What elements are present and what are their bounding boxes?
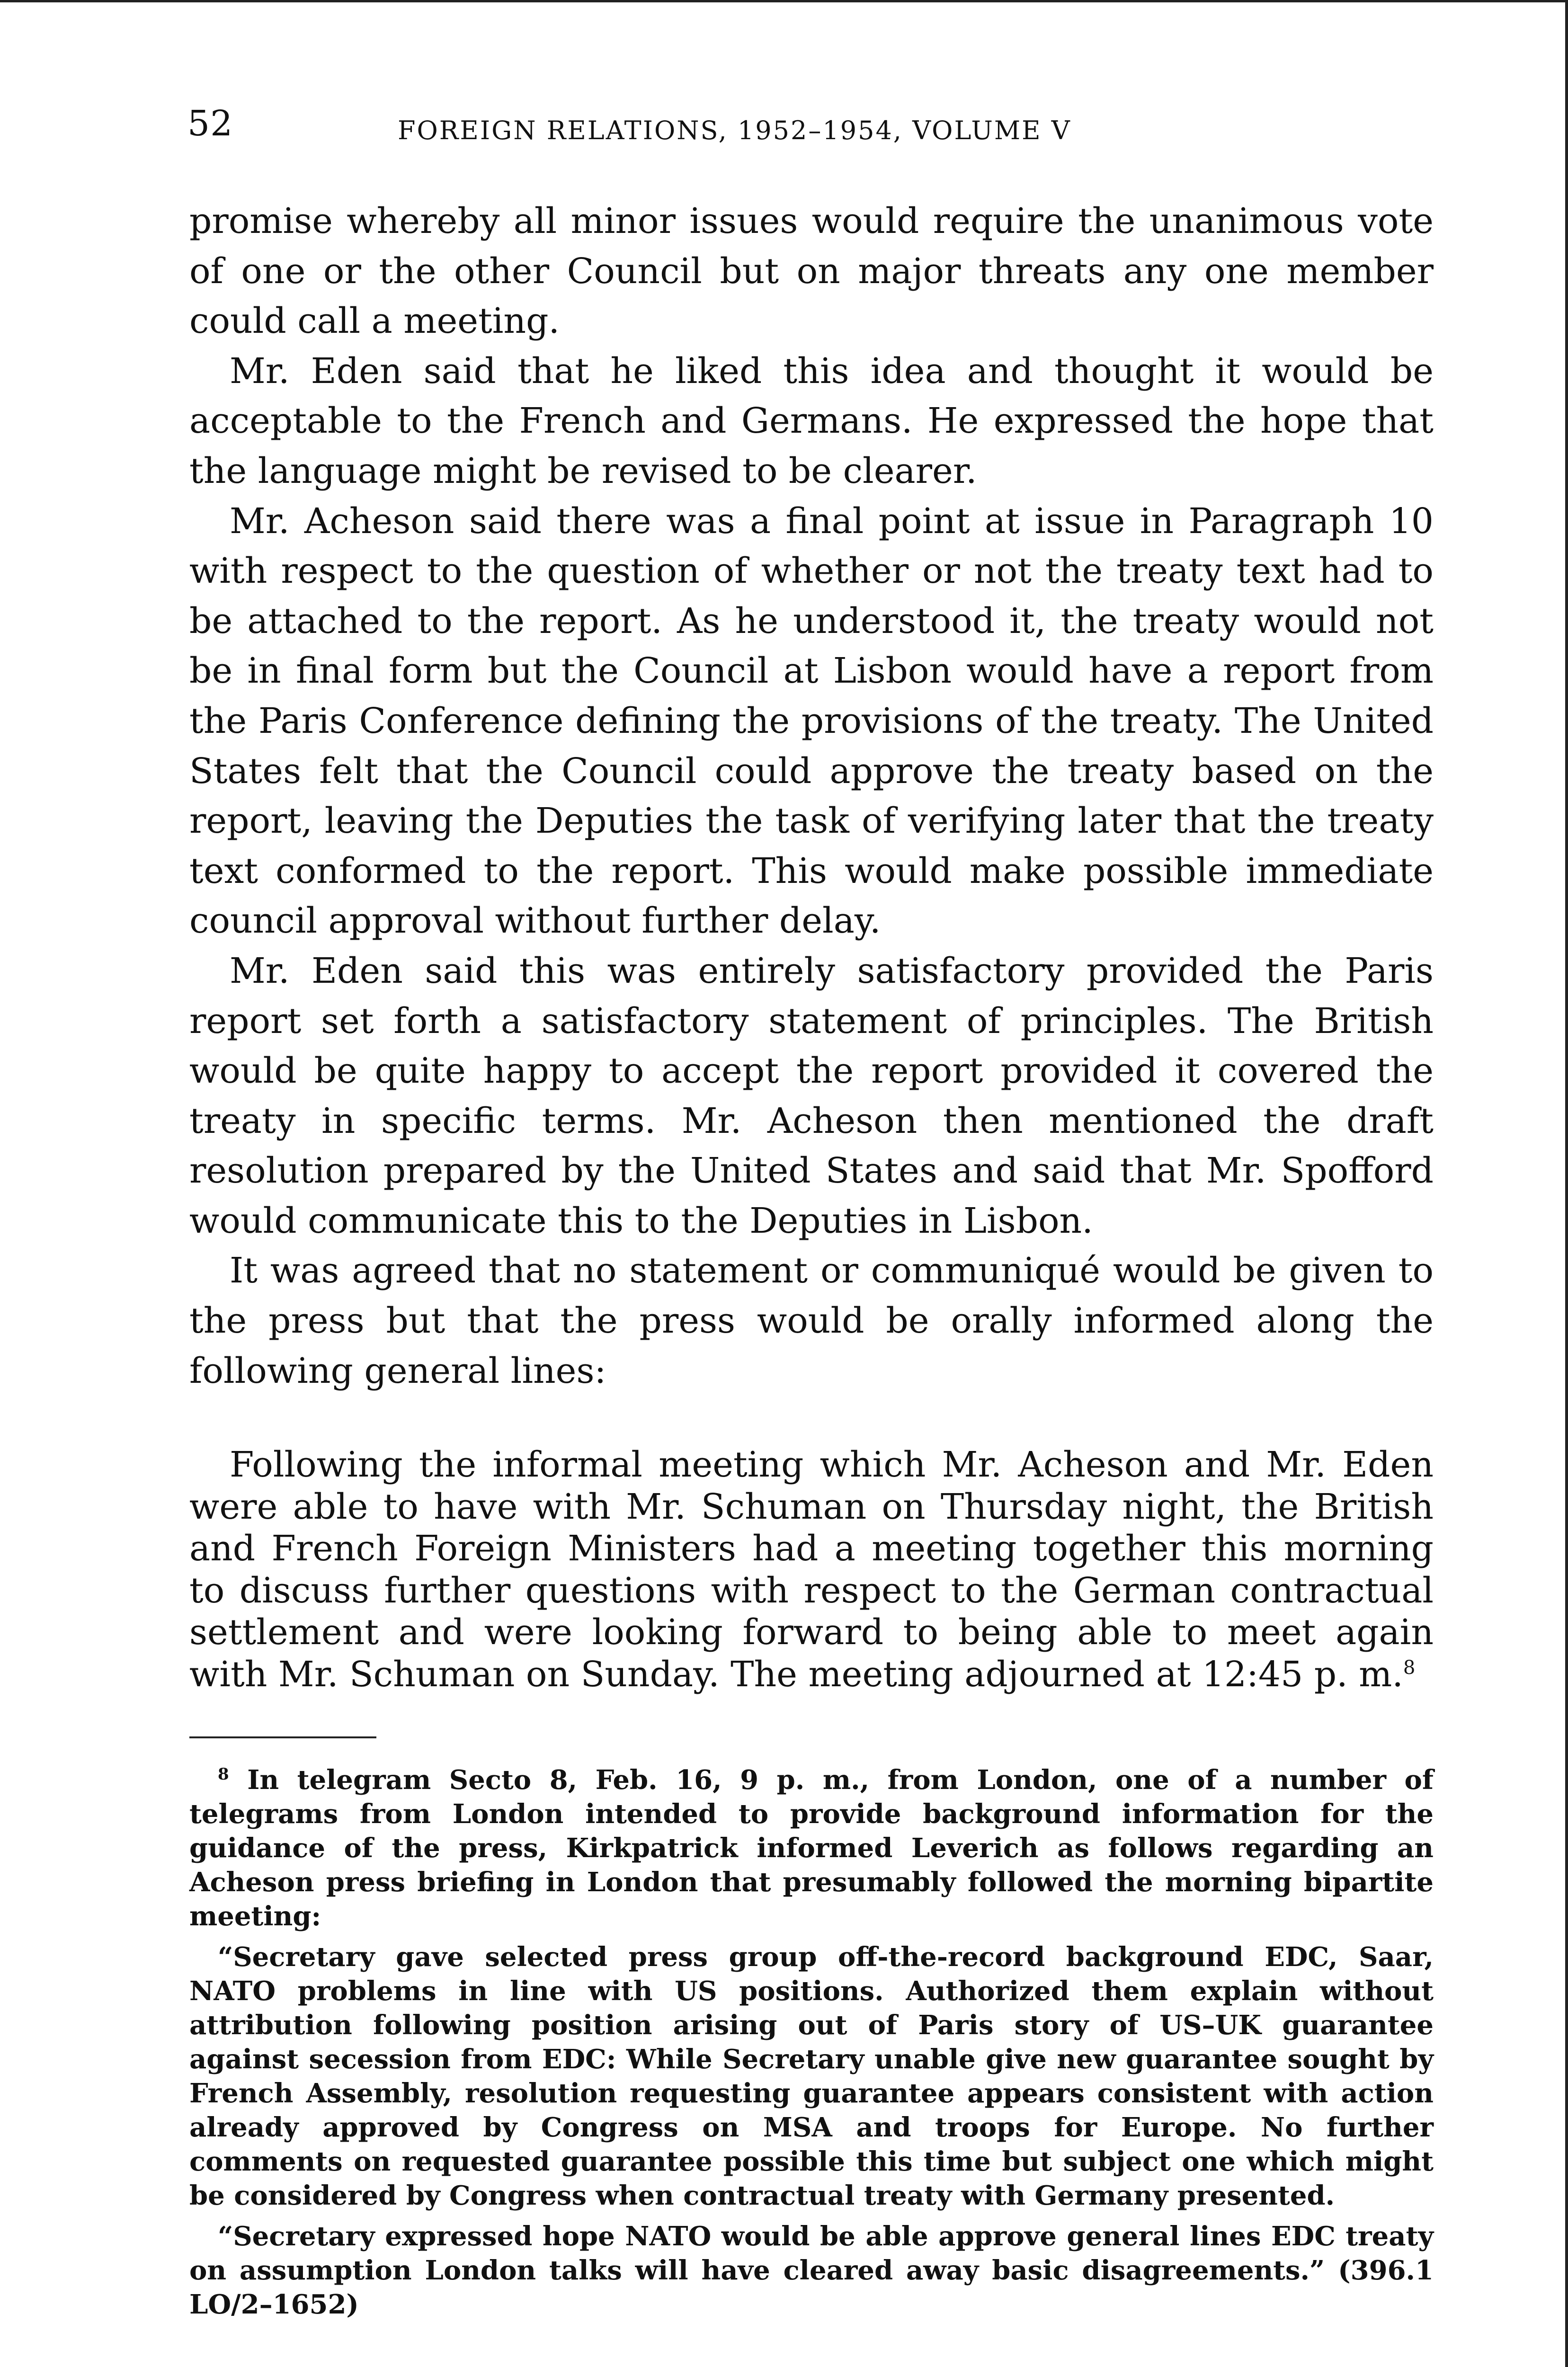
footnotes — [189, 1763, 1434, 2328]
footnote-marker: 8 — [218, 1765, 229, 1784]
footnote-paragraph — [189, 1763, 1434, 1933]
scan-edge-right — [1565, 0, 1568, 2367]
footnote-text: In telegram Secto 8, Feb. 16, 9 p. m., from London, one of a number of telegrams from London intended to provide background information for the guidance of the press, Kirkpatrick informed Leverich as follows regarding an Acheson press briefing in London that presumably followed the morning bipartite meeting: — [189, 1764, 1434, 1932]
footnote-paragraph: “Secretary expressed hope NATO would be able approve general lines EDC treaty on assumption London talks will have cleared away basic disagreements.” (396.1 LO/2–1652) — [189, 2221, 1434, 2320]
press-statement-block — [189, 1444, 1434, 1696]
body-paragraph: It was agreed that no statement or communiqué would be given to the press but that the press would be orally informed along the following general lines: — [189, 1250, 1434, 1391]
body-paragraph: promise whereby all minor issues would require the unanimous vote of one or the other Council but on major threats any one member could call a meeting. — [189, 201, 1434, 342]
press-statement — [189, 1444, 1434, 1696]
page-number: 52 — [187, 103, 233, 144]
body-paragraph: Mr. Eden said this was entirely satisfactory provided the Paris report set forth a satisfactory statement of principles. The British would be quite happy to accept the report provided it covered the treaty in specific terms. Mr. Acheson then mentioned the draft resolution prepared by the United States and said that Mr. Spofford would communicate this to the Deputies in Lisbon. — [189, 950, 1434, 1241]
footnote-paragraph: “Secretary gave selected press group off-the-record background EDC, Saar, NATO problems in line with US positions. Authorized them explain without attribution following position arising out of Paris story of US–UK guarantee against secession from EDC: While Secretary unable give new guarantee sought by French Assembly, resolution requesting guarantee appears consistent with action already approved by Congress on MSA and troops for Europe. No further comments on requested guarantee possible this time but subject one which might be considered by Congress when contractual treaty with Germany presented. — [189, 1941, 1434, 2211]
body-text — [189, 196, 1434, 1396]
running-head: FOREIGN RELATIONS, 1952–1954, VOLUME V — [398, 116, 1071, 145]
press-statement-text: Following the informal meeting which Mr. Acheson and Mr. Eden were able to have with Mr. Schuman on Thursday night, the British and French Foreign Ministers had a meeting together this morning to discuss further questions with respect to the German contractual settlement and were looking forward to being able to meet again with Mr. Schuman on Sunday. The meeting adjourned at 12:45 p. m. — [189, 1444, 1434, 1695]
footnote-divider — [189, 1736, 376, 1738]
body-paragraph: Mr. Eden said that he liked this idea and thought it would be acceptable to the French and Germans. He expressed the hope that the language might be revised to be clearer. — [189, 350, 1434, 491]
body-paragraph: Mr. Acheson said there was a final point at issue in Paragraph 10 with respect to the question of whether or not the treaty text had to be attached to the report. As he understood it, the treaty would not be in final form but the Council at Lisbon would have a report from the Paris Conference defining the provisions of the treaty. The United States felt that the Council could approve the treaty based on the report, leaving the Deputies the task of verifying later that the treaty text conformed to the report. This would make possible immediate council approval without further delay. — [189, 500, 1434, 942]
scan-edge-top — [0, 0, 1568, 2]
footnote-reference: 8 — [1403, 1656, 1416, 1679]
